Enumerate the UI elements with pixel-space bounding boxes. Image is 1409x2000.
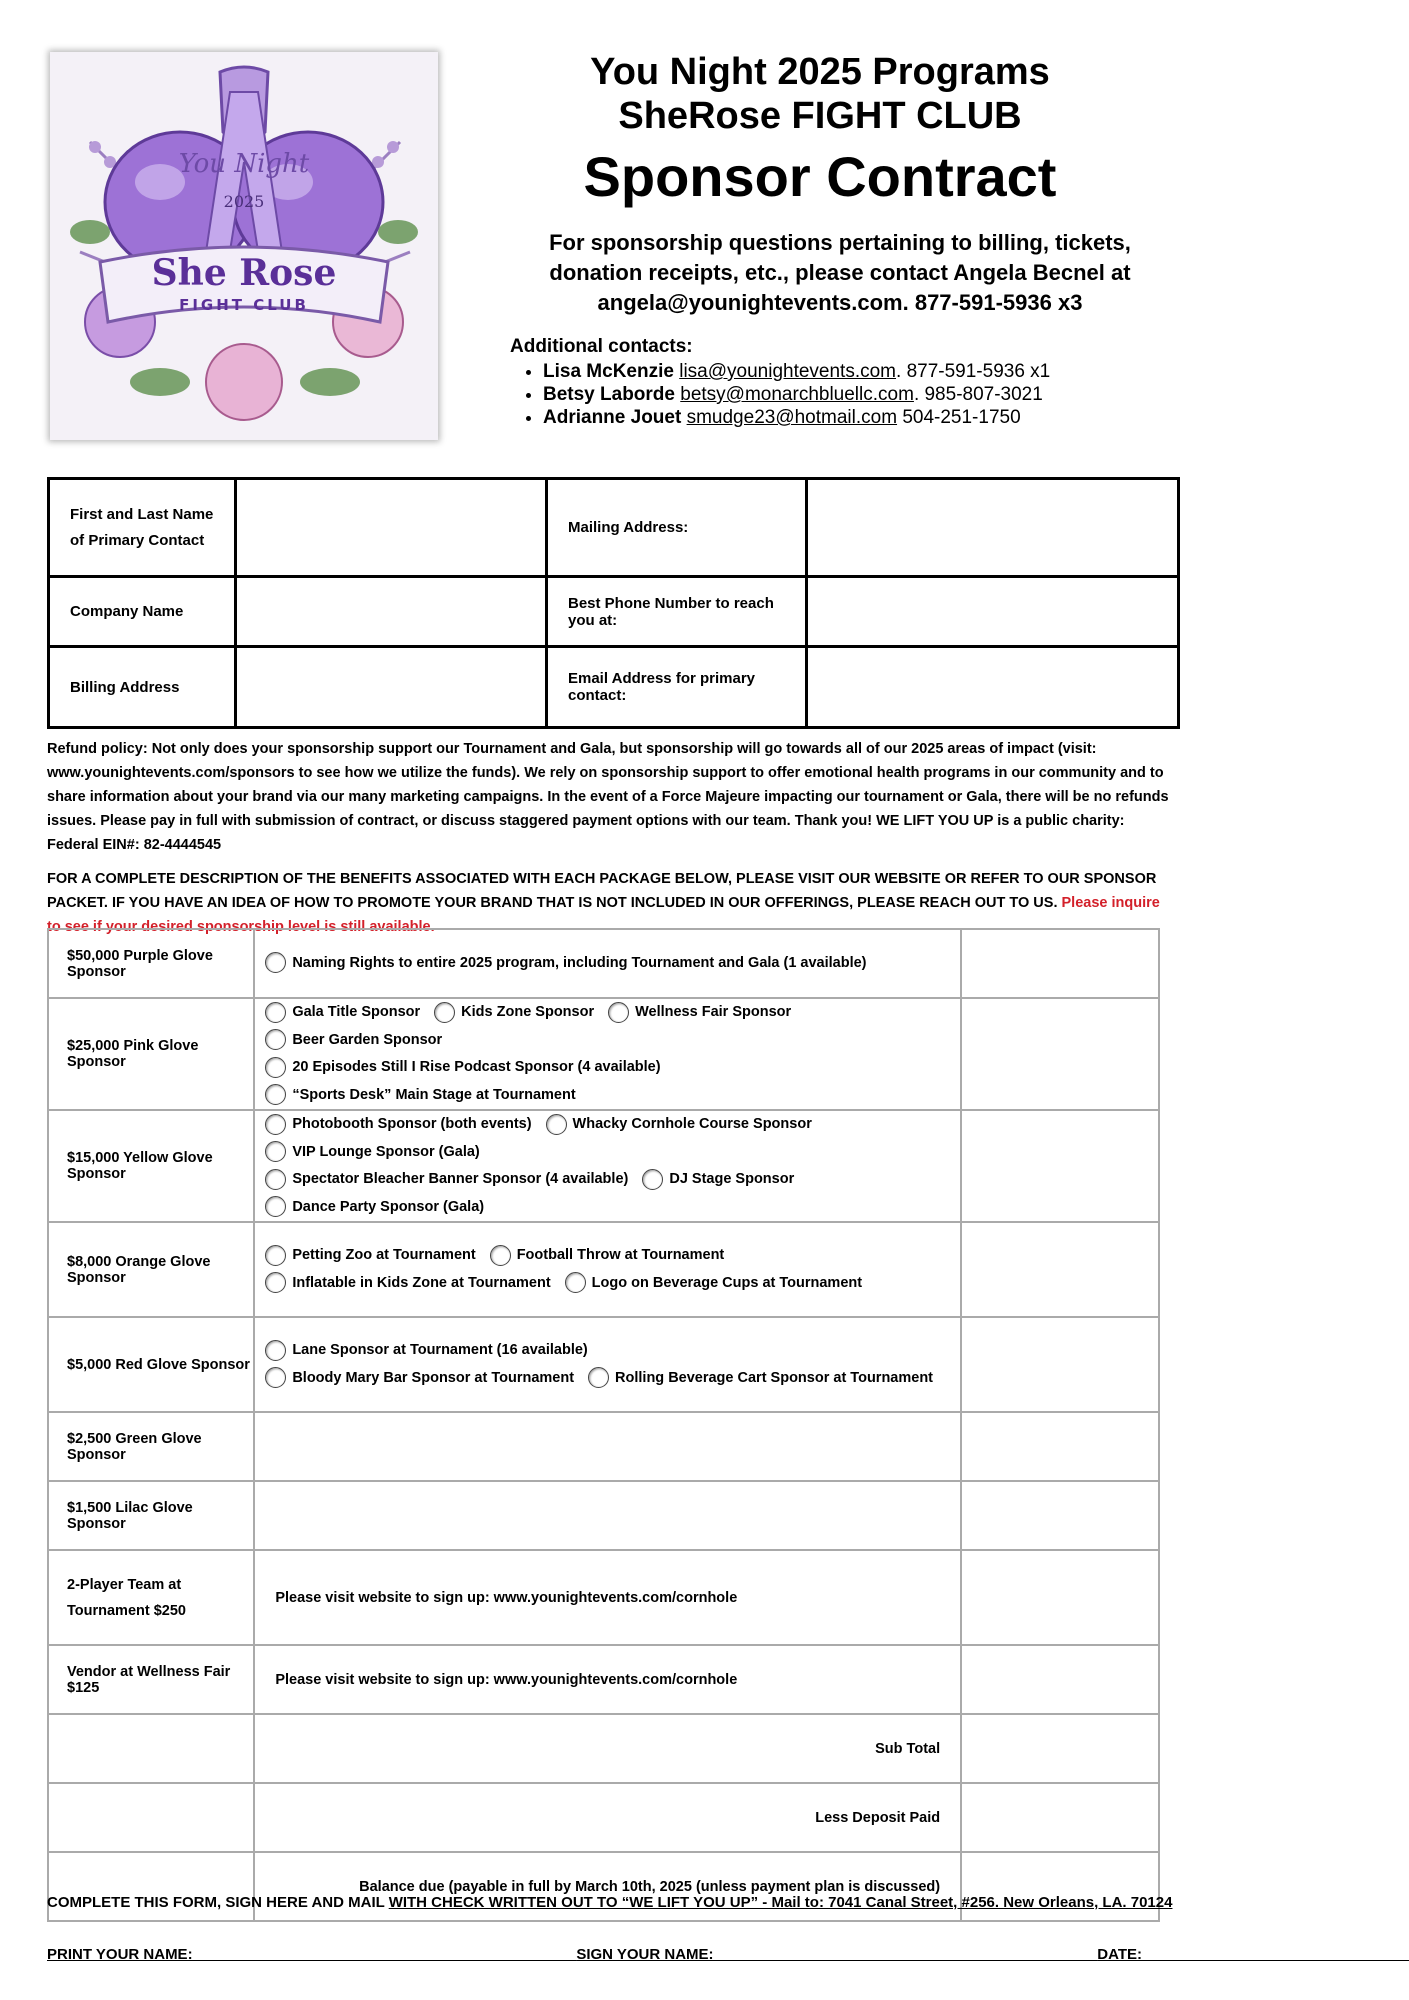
logo-subtitle: FIGHT CLUB xyxy=(179,296,309,314)
package-options xyxy=(254,1412,961,1481)
radio-button[interactable] xyxy=(265,1084,286,1105)
balance-label: Balance due (payable in full by March 10th, 2025 (unless payment plan is discussed) xyxy=(254,1852,961,1921)
radio-button[interactable] xyxy=(265,1029,286,1050)
email-label: Email Address for primary contact: xyxy=(547,647,807,728)
package-row xyxy=(48,1317,1159,1412)
amount-cell[interactable] xyxy=(961,929,1159,998)
amount-cell[interactable] xyxy=(961,1110,1159,1222)
package-label: Vendor at Wellness Fair $125 xyxy=(48,1645,254,1714)
amount-cell[interactable] xyxy=(961,1645,1159,1714)
primary-contact-field[interactable] xyxy=(236,479,547,577)
radio-button[interactable] xyxy=(265,1002,286,1023)
package-label: $8,000 Orange Glove Sponsor xyxy=(48,1222,254,1317)
package-option[interactable]: Beer Garden Sponsor xyxy=(265,1027,442,1053)
package-option[interactable]: Lane Sponsor at Tournament (16 available) xyxy=(265,1337,587,1363)
radio-button[interactable] xyxy=(265,1272,286,1293)
package-options xyxy=(254,929,961,998)
package-options xyxy=(254,1481,961,1550)
contact-item xyxy=(543,360,1050,383)
blank-cell xyxy=(48,1783,254,1852)
contact-phone: . 985-807-3021 xyxy=(913,384,1043,405)
package-option[interactable]: Naming Rights to entire 2025 program, including Tournament and Gala (1 available) xyxy=(265,950,866,976)
radio-button[interactable] xyxy=(608,1002,629,1023)
package-options xyxy=(254,1110,961,1222)
package-row xyxy=(48,1645,1159,1714)
package-option[interactable]: Rolling Beverage Cart Sponsor at Tournament xyxy=(588,1365,933,1391)
amount-cell[interactable] xyxy=(961,1550,1159,1645)
package-row xyxy=(48,929,1159,998)
phone-label: Best Phone Number to reach you at: xyxy=(547,577,807,647)
contact-phone: 504-251-1750 xyxy=(897,407,1021,428)
subtotal-label: Sub Total xyxy=(254,1714,961,1783)
additional-contacts-title: Additional contacts: xyxy=(510,336,693,357)
package-option[interactable]: Kids Zone Sponsor xyxy=(434,999,594,1025)
package-option[interactable]: Logo on Beverage Cups at Tournament xyxy=(565,1270,862,1296)
radio-button[interactable] xyxy=(265,1196,286,1217)
contact-name: Adrianne Jouet xyxy=(543,407,682,428)
package-label: 2-Player Team at Tournament $250 xyxy=(48,1550,254,1645)
package-option[interactable]: 20 Episodes Still I Rise Podcast Sponsor (4 available) xyxy=(265,1054,660,1080)
package-row xyxy=(48,998,1159,1110)
amount-cell[interactable] xyxy=(961,1412,1159,1481)
contact-email[interactable]: betsy@monarchbluellc.com xyxy=(680,384,914,405)
radio-button[interactable] xyxy=(265,952,286,973)
package-label: $25,000 Pink Glove Sponsor xyxy=(48,998,254,1110)
mail-address: WITH CHECK WRITTEN OUT TO “WE LIFT YOU UP” - Mail to: 7041 Canal Street, #256. New Orleans, LA. 70124 xyxy=(388,1894,1173,1911)
signature-line xyxy=(47,1946,1409,1963)
phone-field[interactable] xyxy=(807,577,1179,647)
total-row xyxy=(48,1783,1159,1852)
amount-cell[interactable] xyxy=(961,1481,1159,1550)
signup-link[interactable]: Please visit website to sign up: www.younightevents.com/cornhole xyxy=(254,1645,961,1714)
availability-note: Please inquire to see if your desired sponsorship level is still available. xyxy=(47,895,1160,935)
contact-name: Lisa McKenzie xyxy=(543,361,674,382)
logo-title: She Rose xyxy=(151,252,337,294)
company-name-label: Company Name xyxy=(49,577,236,647)
blank-cell xyxy=(48,1714,254,1783)
mailing-instructions xyxy=(47,1894,1172,1911)
radio-button[interactable] xyxy=(265,1340,286,1361)
billing-address-field[interactable] xyxy=(236,647,547,728)
contact-item xyxy=(543,406,1050,429)
package-row xyxy=(48,1550,1159,1645)
print-name-field[interactable]: PRINT YOUR NAME:______________________________________________ xyxy=(47,1946,577,1963)
total-row xyxy=(48,1714,1159,1783)
contact-email[interactable]: lisa@younightevents.com xyxy=(679,361,897,382)
package-option[interactable]: Photobooth Sponsor (both events) xyxy=(265,1111,531,1137)
mailing-address-field[interactable] xyxy=(807,479,1179,577)
package-option[interactable]: Football Throw at Tournament xyxy=(490,1242,725,1268)
primary-contact-label: First and Last Name of Primary Contact xyxy=(49,479,236,577)
package-options xyxy=(254,1222,961,1317)
contact-item xyxy=(543,383,1050,406)
sherose-logo xyxy=(50,52,438,440)
additional-contacts xyxy=(510,336,1050,429)
deposit-label: Less Deposit Paid xyxy=(254,1783,961,1852)
package-option[interactable]: Bloody Mary Bar Sponsor at Tournament xyxy=(265,1365,574,1391)
amount-cell[interactable] xyxy=(961,998,1159,1110)
signup-link[interactable]: Please visit website to sign up: www.younightevents.com/cornhole xyxy=(254,1550,961,1645)
contact-name: Betsy Laborde xyxy=(543,384,675,405)
package-options xyxy=(254,998,961,1110)
contact-phone: . 877-591-5936 x1 xyxy=(896,361,1051,382)
deposit-field[interactable] xyxy=(961,1783,1159,1852)
amount-cell[interactable] xyxy=(961,1222,1159,1317)
package-row xyxy=(48,1412,1159,1481)
radio-button[interactable] xyxy=(546,1114,567,1135)
radio-button[interactable] xyxy=(642,1169,663,1190)
package-option[interactable]: DJ Stage Sponsor xyxy=(642,1166,794,1192)
email-field[interactable] xyxy=(807,647,1179,728)
package-option[interactable]: “Sports Desk” Main Stage at Tournament xyxy=(265,1082,575,1108)
mail-instruction-text: COMPLETE THIS FORM, SIGN HERE AND MAIL xyxy=(47,1894,389,1911)
amount-cell[interactable] xyxy=(961,1317,1159,1412)
package-label: $15,000 Yellow Glove Sponsor xyxy=(48,1110,254,1222)
program-title: You Night 2025 Programs xyxy=(590,51,1050,93)
radio-button[interactable] xyxy=(588,1367,609,1388)
radio-button[interactable] xyxy=(265,1114,286,1135)
contract-title: Sponsor Contract xyxy=(583,145,1057,208)
sign-name-field[interactable]: SIGN YOUR NAME:______________________________________________ xyxy=(576,1946,1098,1963)
package-row xyxy=(48,1222,1159,1317)
package-option[interactable]: Gala Title Sponsor xyxy=(265,999,420,1025)
billing-address-label: Billing Address xyxy=(49,647,236,728)
package-option[interactable]: Inflatable in Kids Zone at Tournament xyxy=(265,1270,550,1296)
club-title: SheRose FIGHT CLUB xyxy=(618,95,1022,137)
package-row xyxy=(48,1481,1159,1550)
package-option[interactable]: VIP Lounge Sponsor (Gala) xyxy=(265,1139,479,1165)
package-option[interactable]: Whacky Cornhole Course Sponsor xyxy=(546,1111,812,1137)
radio-button[interactable] xyxy=(265,1245,286,1266)
billing-contact-note: For sponsorship questions pertaining to billing, tickets, donation receipts, etc., please contact Angela Becnel at angela@younightevents.com. 877-591-5936 x3 xyxy=(549,230,1131,315)
package-label: $1,500 Lilac Glove Sponsor xyxy=(48,1481,254,1550)
logo-year: 2025 xyxy=(223,192,265,211)
contact-email[interactable]: smudge23@hotmail.com xyxy=(686,407,898,428)
radio-button[interactable] xyxy=(490,1245,511,1266)
date-field[interactable]: DATE:________________________________ xyxy=(1097,1946,1409,1963)
radio-button[interactable] xyxy=(265,1141,286,1162)
package-label: $2,500 Green Glove Sponsor xyxy=(48,1412,254,1481)
mailing-address-label: Mailing Address: xyxy=(547,479,807,577)
package-option[interactable]: Dance Party Sponsor (Gala) xyxy=(265,1194,484,1220)
radio-button[interactable] xyxy=(434,1002,455,1023)
refund-policy: Refund policy: Not only does your sponsorship support our Tournament and Gala, but sponsorship will go towards all of our 2025 areas of impact (visit: www.younightevents.com/sponsors to see how we utilize the funds). We rely on sponsorship support to offer emotional health programs in our community and to share information about your brand via our many marketing campaigns. In the event of a Force Majeure impacting our tournament or Gala, there will be no refunds issues. Please pay in full with submission of contract, or discuss staggered payment options with our team. Thank you! WE LIFT YOU UP is a public charity: Federal EIN#: 82-4444545 xyxy=(47,741,1169,853)
subtotal-field[interactable] xyxy=(961,1714,1159,1783)
contact-info-table xyxy=(47,477,1180,729)
package-note-text: FOR A COMPLETE DESCRIPTION OF THE BENEFITS ASSOCIATED WITH EACH PACKAGE BELOW, PLEASE VISIT OUR WEBSITE OR REFER TO OUR SPONSOR PACKET. IF YOU HAVE AN IDEA OF HOW TO PROMOTE YOUR BRAND THAT IS NOT INCLUDED IN OUR OFFERINGS, PLEASE REACH OUT TO US. xyxy=(47,871,1157,911)
logo-brand: You Night xyxy=(178,149,310,179)
radio-button[interactable] xyxy=(265,1169,286,1190)
radio-button[interactable] xyxy=(265,1367,286,1388)
package-label: $5,000 Red Glove Sponsor xyxy=(48,1317,254,1412)
package-label: $50,000 Purple Glove Sponsor xyxy=(48,929,254,998)
package-option[interactable]: Wellness Fair Sponsor xyxy=(608,999,791,1025)
radio-button[interactable] xyxy=(265,1057,286,1078)
package-option[interactable]: Petting Zoo at Tournament xyxy=(265,1242,475,1268)
package-options xyxy=(254,1317,961,1412)
sponsor-packages-table xyxy=(47,928,1160,1922)
package-option[interactable]: Spectator Bleacher Banner Sponsor (4 available) xyxy=(265,1166,628,1192)
package-row xyxy=(48,1110,1159,1222)
radio-button[interactable] xyxy=(565,1272,586,1293)
company-name-field[interactable] xyxy=(236,577,547,647)
